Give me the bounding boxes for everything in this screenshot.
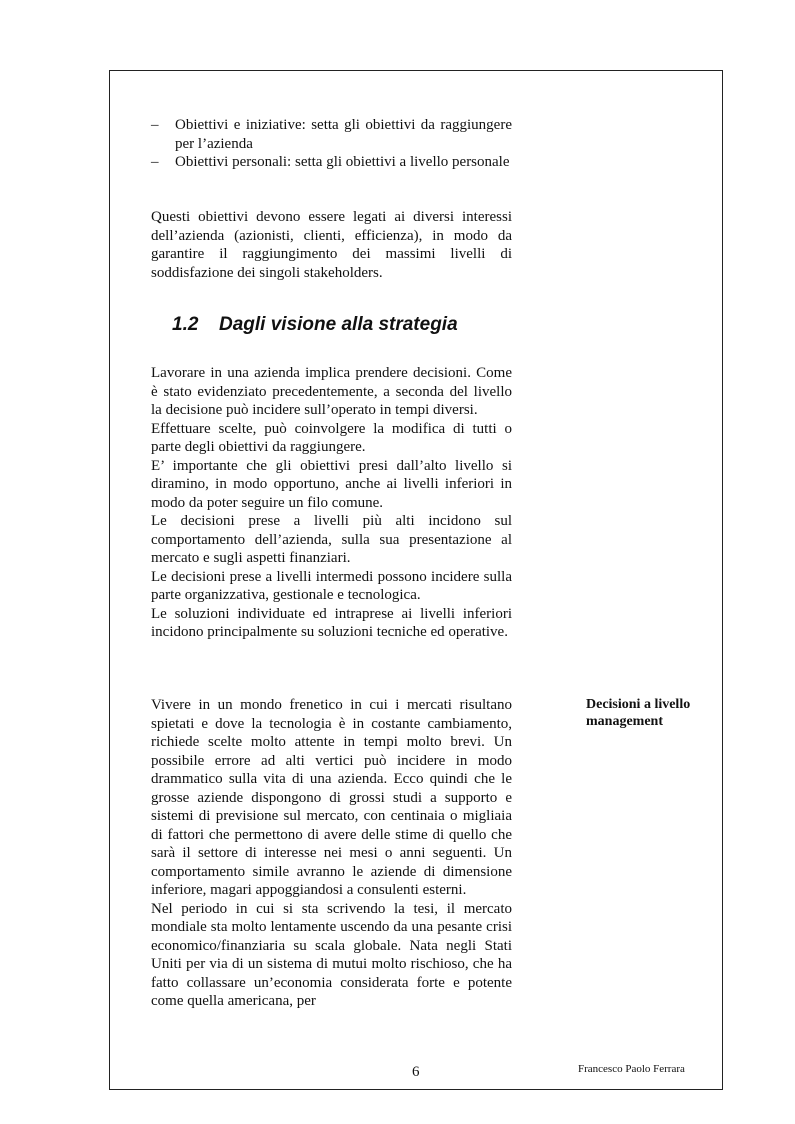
- intro-paragraph-block: [151, 208, 512, 282]
- management-body: [151, 696, 512, 1011]
- bullet-text: Obiettivi personali: setta gli obiettivi a livello personale: [175, 154, 510, 170]
- paragraph: E’ importante che gli obiettivi presi dall’alto livello si diramino, in modo opportuno, anche ai livelli inferiori in modo da poter seguire un filo comune.: [151, 457, 512, 511]
- page-number: 6: [412, 1064, 420, 1080]
- paragraph: Effettuare scelte, può coinvolgere la modifica di tutti o parte degli obiettivi da raggiungere.: [151, 420, 512, 455]
- section-title: Dagli visione alla strategia: [219, 314, 458, 335]
- paragraph: Lavorare in una azienda implica prendere decisioni. Come è stato evidenziato precedentemente, a seconda del livello la decisione può incidere sull’operato in tempi diversi.: [151, 365, 512, 418]
- section-heading: [172, 314, 458, 336]
- bullet-item: [151, 153, 512, 172]
- section-number: 1.2: [172, 314, 199, 335]
- intro-paragraph: Questi obiettivi devono essere legati ai diversi interessi dell’azienda (azionisti, clienti, efficienza), in modo da garantire il raggiungimento dei massimi livelli di soddisfazione dei singoli stakeholders.: [151, 209, 512, 281]
- bullet-item: [151, 116, 512, 153]
- paragraph: Le decisioni prese a livelli intermedi possono incidere sulla parte organizzativa, gestionale e tecnologica.: [151, 568, 512, 603]
- bullet-text: Obiettivi e iniziative: setta gli obiettivi da raggiungere per l’azienda: [175, 117, 512, 152]
- bullet-list: [151, 116, 512, 172]
- author-footer: Francesco Paolo Ferrara: [578, 1063, 685, 1075]
- paragraph: Nel periodo in cui si sta scrivendo la tesi, il mercato mondiale sta molto lentamente uscendo da una pesante crisi economico/finanziaria su scala globale. Nata negli Stati Uniti per via di un sistema di mutui molto rischioso, che ha fatto collassare un’economia considerata forte e potente come quella americana, per: [151, 900, 512, 1009]
- paragraph: Le soluzioni individuate ed intraprese ai livelli inferiori incidono principalmente su soluzioni tecniche ed operative.: [151, 605, 512, 640]
- bullet-dash: –: [151, 154, 159, 170]
- paragraph: Le decisioni prese a livelli più alti incidono sul comportamento dell’azienda, sulla sua presentazione al mercato e sugli aspetti finanziari.: [151, 513, 512, 566]
- section-body: [151, 364, 512, 642]
- paragraph: Vivere in un mondo frenetico in cui i mercati risultano spietati e dove la tecnologia è in costante cambiamento, richiede scelte molto attente in tempi molto brevi. Un possibile errore ad alti vertici può incidere in modo drammatico sulla vita di una azienda. Ecco quindi che le grosse aziende dispongono di grossi studi a supporto e sistemi di previsione sul mercato, con centinaia o migliaia di fattori che permettono di avere delle stime di quello che sarà il settore di interesse nei mesi o anni seguenti. Un comportamento simile avranno le aziende di dimensione inferiore, magari appoggiandosi a consulenti esterni.: [151, 697, 512, 898]
- margin-note: Decisioni a livello management: [586, 697, 691, 729]
- bullet-dash: –: [151, 117, 159, 133]
